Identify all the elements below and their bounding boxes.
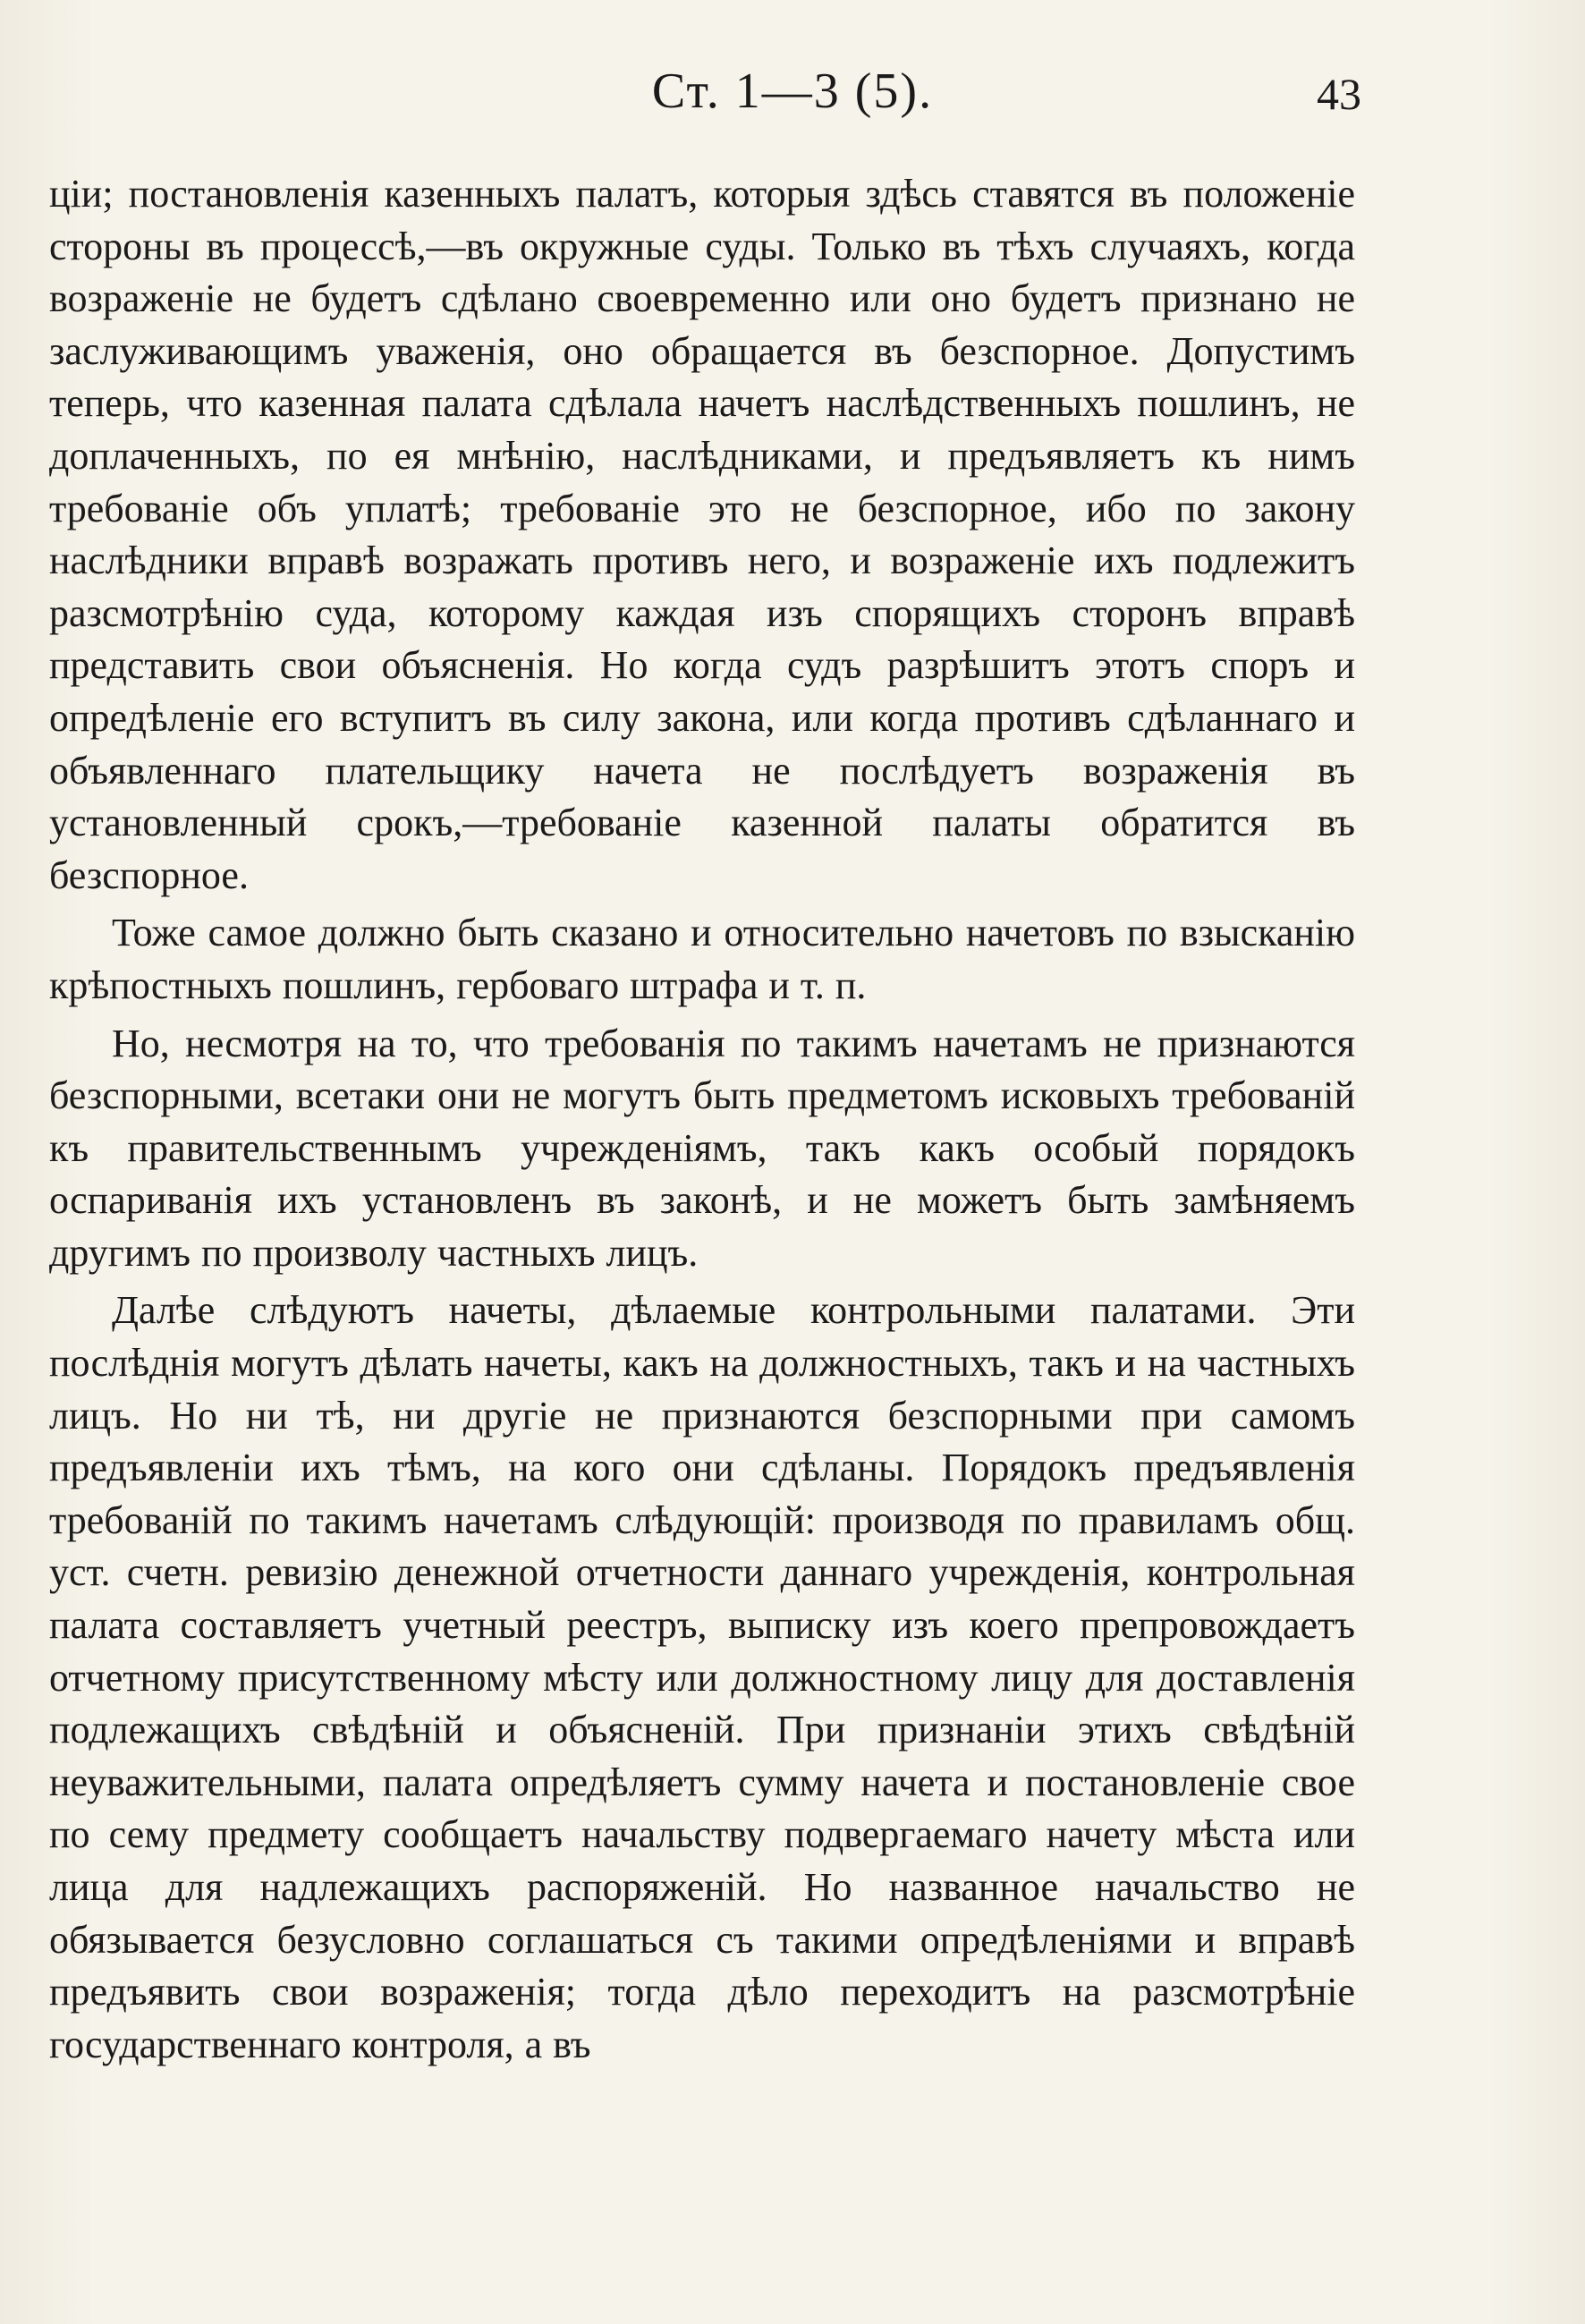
page-number: 43 <box>1317 69 1361 119</box>
page-header <box>0 63 1585 134</box>
paragraph-2: Тоже самое должно быть сказано и относительно начетовъ по взысканію крѣпостныхъ пошлинъ, гербоваго штрафа и т. п. <box>49 911 1355 1007</box>
paragraph-1: ціи; постановленія казенныхъ палатъ, которыя здѣсь ставятся въ положеніе стороны въ процессѣ,—въ окружные суды. Только въ тѣхъ случаяхъ, когда возраженіе не будетъ сдѣлано своевременно или оно будетъ признано не заслуживающимъ уваженія, оно обращается въ безспорное. Допустимъ теперь, что казенная палата сдѣлала начетъ наслѣдственныхъ пошлинъ, не доплаченныхъ, по ея мнѣнію, наслѣдниками, и предъявляетъ къ нимъ требованіе объ уплатѣ; требованіе это не безспорное, ибо по закону наслѣдники вправѣ возражать противъ него, и возраженіе ихъ подлежитъ разсмотрѣнію суда, которому каждая изъ спорящихъ сторонъ вправѣ представить свои объясненія. Но когда судъ разрѣшитъ этотъ споръ и опредѣленіе его вступитъ въ силу закона, или когда противъ сдѣланнаго и объявленнаго плательщику начета не послѣдуетъ возраженія въ установленный срокъ,—требованіе казенной палаты обратится въ безспорное. <box>49 172 1355 897</box>
paragraph-3: Но, несмотря на то, что требованія по такимъ начетамъ не признаются безспорными, всетаки они не могутъ быть предметомъ исковыхъ требованій къ правительственнымъ учрежденіямъ, такъ какъ особый порядокъ оспариванія ихъ установленъ въ законѣ, и не можетъ быть замѣняемъ другимъ по произволу частныхъ лицъ. <box>49 1021 1355 1275</box>
body-text <box>49 168 1355 2076</box>
paragraph-4: Далѣе слѣдуютъ начеты, дѣлаемые контрольными палатами. Эти послѣднія могутъ дѣлать начеты, какъ на должностныхъ, такъ и на частныхъ лицъ. Но ни тѣ, ни другіе не признаются безспорными при самомъ предъявленіи ихъ тѣмъ, на кого они сдѣланы. Порядокъ предъявленія требованій по такимъ начетамъ слѣдующій: производя по правиламъ общ. уст. счетн. ревизію денежной отчетности даннаго учрежденія, контрольная палата составляетъ учетный реестръ, выписку изъ коего препровождаетъ отчетному присутственному мѣсту или должностному лицу для доставленія подлежащихъ свѣдѣній и объясненій. При признаніи этихъ свѣдѣній неуважительными, палата опредѣляетъ сумму начета и постановленіе свое по сему предмету сообщаетъ начальству подвергаемаго начету мѣста или лица для надлежащихъ распоряженій. Но названное начальство не обязывается безусловно соглашаться съ такими опредѣленіями и вправѣ предъявить свои возраженія; тогда дѣло переходитъ на разсмотрѣніе государственнаго контроля, а въ <box>49 1288 1355 2066</box>
running-head: Ст. 1—3 (5). <box>651 64 934 119</box>
